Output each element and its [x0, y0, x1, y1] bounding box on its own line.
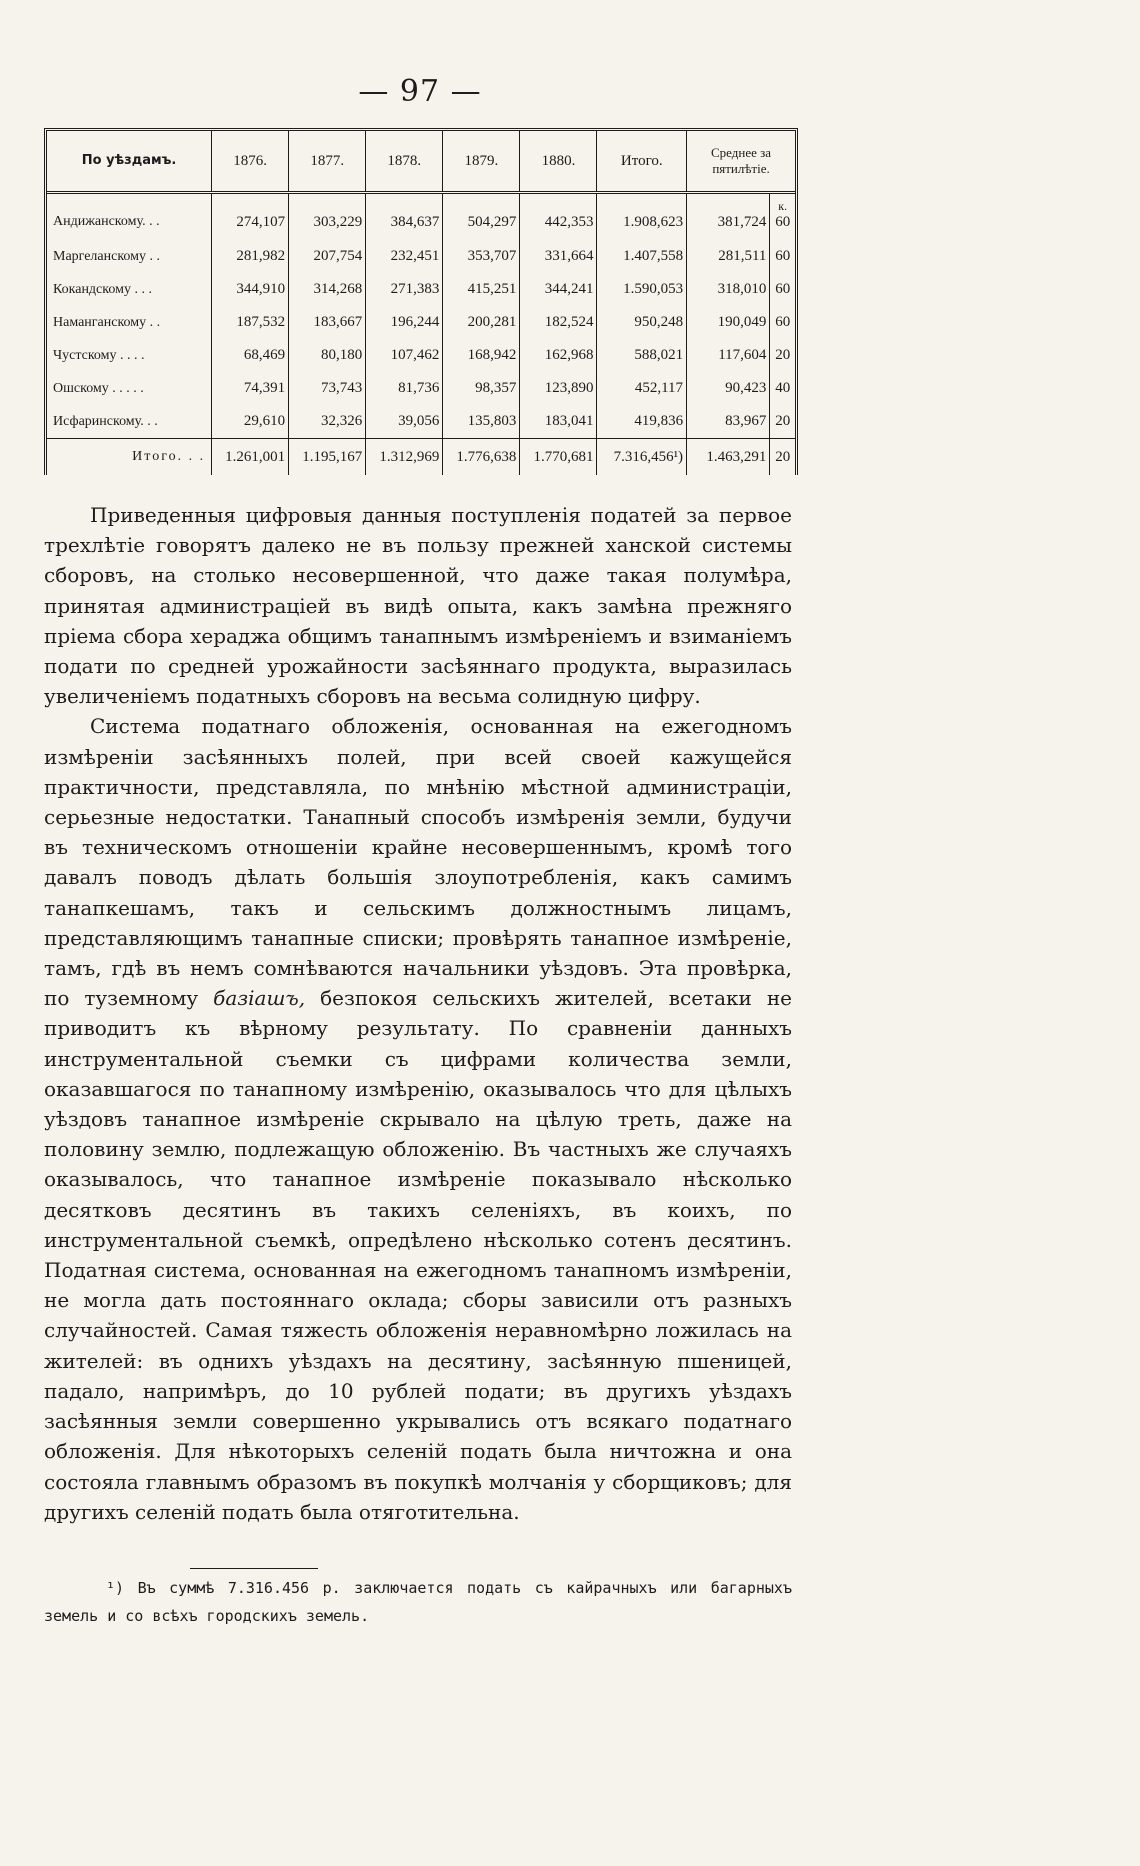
- cell-avg: 190,049: [687, 306, 770, 339]
- cell-kop: 60: [775, 248, 791, 264]
- cell-kop: 20: [770, 439, 795, 476]
- cell-district: Ошскому . . . . .: [47, 372, 212, 405]
- cell-y1877: 80,180: [289, 339, 366, 372]
- cell-y1876: 1.261,001: [212, 439, 289, 476]
- cell-kop: 60: [775, 281, 791, 297]
- cell-y1878: 39,056: [366, 405, 443, 439]
- cell-kop: 40: [775, 380, 791, 396]
- cell-kop: 60: [775, 214, 791, 230]
- cell-y1878: 196,244: [366, 306, 443, 339]
- paragraph-2-start: Система податнаго обложенія, основанная на ежегодномъ измѣреніи засѣянныхъ полей, при всей своей кажущейся практичности, представляла, по мнѣнію мѣстной администраціи, серьезные недостатки. Танапный способъ измѣренія земли, будучи въ техническомъ отношеніи крайне несовершеннымъ, кромѣ того давалъ поводъ дѣлать большія злоупотребленія, какъ самимъ танапкешамъ, такъ и сельскимъ должностнымъ лицамъ, представляющимъ танапные списки; провѣрять танапное измѣреніе, тамъ, гдѣ въ немъ сомнѣваются начальники уѣздовъ. Эта провѣрка, по туземному: [44, 714, 792, 1011]
- header-district: По уѣздамъ.: [47, 131, 212, 193]
- header-1880: 1880.: [520, 131, 597, 193]
- cell-y1876: 74,391: [212, 372, 289, 405]
- cell-y1880: 162,968: [520, 339, 597, 372]
- cell-district: Итого. . .: [47, 439, 212, 476]
- cell-total: 419,836: [597, 405, 687, 439]
- table-row: [47, 273, 795, 306]
- cell-y1877: 73,743: [289, 372, 366, 405]
- cell-avg: 281,511: [687, 240, 770, 273]
- cell-y1877: 183,667: [289, 306, 366, 339]
- paragraph-2-end: безпокоя сельскихъ жителей, всетаки не приводитъ къ вѣрному результату. По сравненіи данныхъ инструментальной съемки съ цифрами количества земли, оказавшагося по танапному измѣренію, оказывалось что для цѣлыхъ уѣздовъ танапное измѣреніе скрывало на цѣлую треть, даже на половину землю, подлежащую обложенію. Въ частныхъ же случаяхъ оказывалось, что танапное измѣреніе показывало нѣсколько десятковъ десятинъ въ такихъ селеніяхъ, въ коихъ, по инструментальной съемкѣ, опредѣлено нѣсколько сотенъ десятинъ. Податная система, основанная на ежегодномъ танапномъ измѣреніи, не могла дать постояннаго оклада; сборы зависили отъ разныхъ случайностей. Самая тяжесть обложенія неравномѣрно ложилась на жителей: въ однихъ уѣздахъ на десятину, засѣянную пшеницей, падало, напримѣръ, до 10 рублей подати; въ другихъ уѣздахъ засѣянныя земли совершенно укрывались отъ всякаго податнаго обложенія. Для нѣкоторыхъ селеній подать была ничтожна и она состояла главнымъ образомъ въ покупкѣ молчанія у сборщиковъ; для другихъ селеній подать была отяготительна.: [44, 986, 792, 1524]
- header-1877: 1877.: [289, 131, 366, 193]
- cell-y1879: 415,251: [443, 273, 520, 306]
- footnote: [44, 1574, 792, 1630]
- cell-avg: 83,967: [687, 405, 770, 439]
- cell-district: Андижанскому. . .: [47, 214, 212, 240]
- cell-total: 7.316,456¹): [597, 439, 687, 476]
- paragraph-2: [44, 711, 792, 1526]
- cell-y1876: 187,532: [212, 306, 289, 339]
- cell-y1876: 344,910: [212, 273, 289, 306]
- header-1876: 1876.: [212, 131, 289, 193]
- cell-y1878: 81,736: [366, 372, 443, 405]
- cell-avg: 117,604: [687, 339, 770, 372]
- cell-avg: 90,423: [687, 372, 770, 405]
- cell-y1880: 331,664: [520, 240, 597, 273]
- cell-y1877: 1.195,167: [289, 439, 366, 476]
- cell-y1878: 1.312,969: [366, 439, 443, 476]
- cell-y1876: 281,982: [212, 240, 289, 273]
- cell-y1877: 314,268: [289, 273, 366, 306]
- cell-kop: 60: [775, 314, 791, 330]
- cell-y1878: 232,451: [366, 240, 443, 273]
- cell-avg: 381,724: [687, 214, 770, 240]
- table-row: [47, 372, 795, 405]
- cell-y1880: 344,241: [520, 273, 597, 306]
- table-row: [47, 405, 795, 439]
- table-row: [47, 306, 795, 339]
- cell-total: 452,117: [597, 372, 687, 405]
- kopeck-label: к.: [778, 199, 788, 213]
- table-row: [47, 214, 795, 240]
- cell-y1880: 1.770,681: [520, 439, 597, 476]
- cell-total: 1.908,623: [597, 214, 687, 240]
- unit-row: [47, 193, 795, 215]
- cell-y1877: 32,326: [289, 405, 366, 439]
- cell-avg: 318,010: [687, 273, 770, 306]
- cell-y1879: 135,803: [443, 405, 520, 439]
- cell-y1878: 271,383: [366, 273, 443, 306]
- cell-y1879: 353,707: [443, 240, 520, 273]
- cell-y1877: 207,754: [289, 240, 366, 273]
- footnote-divider: [190, 1568, 318, 1569]
- header-1878: 1878.: [366, 131, 443, 193]
- cell-y1878: 107,462: [366, 339, 443, 372]
- page-number: — 97 —: [358, 74, 482, 109]
- cell-y1877: 303,229: [289, 214, 366, 240]
- cell-total: 1.590,053: [597, 273, 687, 306]
- footnote-text: ¹) Въ суммѣ 7.316.456 р. заключается подать съ кайрачныхъ или багарныхъ земель и со всѣхъ городскихъ земель.: [44, 1579, 792, 1625]
- cell-y1880: 442,353: [520, 214, 597, 240]
- cell-y1879: 168,942: [443, 339, 520, 372]
- cell-kop: 20: [775, 413, 791, 429]
- cell-total: 950,248: [597, 306, 687, 339]
- cell-y1876: 29,610: [212, 405, 289, 439]
- cell-y1876: 274,107: [212, 214, 289, 240]
- cell-district: Маргеланскому . .: [47, 240, 212, 273]
- header-average: Среднее за пятилѣтіе.: [687, 131, 795, 193]
- header-total: Итого.: [597, 131, 687, 193]
- paragraph-2-italic-term: базіашъ,: [213, 986, 306, 1011]
- body-text: [44, 500, 792, 1527]
- cell-y1878: 384,637: [366, 214, 443, 240]
- cell-y1879: 1.776,638: [443, 439, 520, 476]
- cell-district: Исфаринскому. . .: [47, 405, 212, 439]
- cell-avg: 1.463,291: [687, 439, 770, 476]
- table-header-row: [47, 131, 795, 193]
- cell-y1880: 123,890: [520, 372, 597, 405]
- cell-district: Кокандскому . . .: [47, 273, 212, 306]
- header-1879: 1879.: [443, 131, 520, 193]
- cell-y1880: 183,041: [520, 405, 597, 439]
- cell-total: 1.407,558: [597, 240, 687, 273]
- table-total-row: [47, 439, 795, 476]
- cell-district: Наманганскому . .: [47, 306, 212, 339]
- cell-total: 588,021: [597, 339, 687, 372]
- cell-y1879: 504,297: [443, 214, 520, 240]
- tax-table-frame: [44, 128, 798, 475]
- table-row: [47, 339, 795, 372]
- cell-y1879: 98,357: [443, 372, 520, 405]
- table-row: [47, 240, 795, 273]
- cell-y1880: 182,524: [520, 306, 597, 339]
- cell-district: Чустскому . . . .: [47, 339, 212, 372]
- cell-y1876: 68,469: [212, 339, 289, 372]
- cell-kop: 20: [775, 347, 791, 363]
- cell-y1879: 200,281: [443, 306, 520, 339]
- tax-table: [47, 131, 795, 475]
- paragraph-1: Приведенныя цифровыя данныя поступленія податей за первое трехлѣтіе говорятъ далеко не въ пользу прежней ханской системы сборовъ, на столько несовершенной, что даже такая полумѣра, принятая администраціей въ видѣ опыта, какъ замѣна прежняго пріема сбора хераджа общимъ танапнымъ измѣреніемъ и взиманіемъ подати по средней урожайности засѣяннаго продукта, выразилась увеличеніемъ податныхъ сборовъ на весьма солидную цифру.: [44, 503, 792, 709]
